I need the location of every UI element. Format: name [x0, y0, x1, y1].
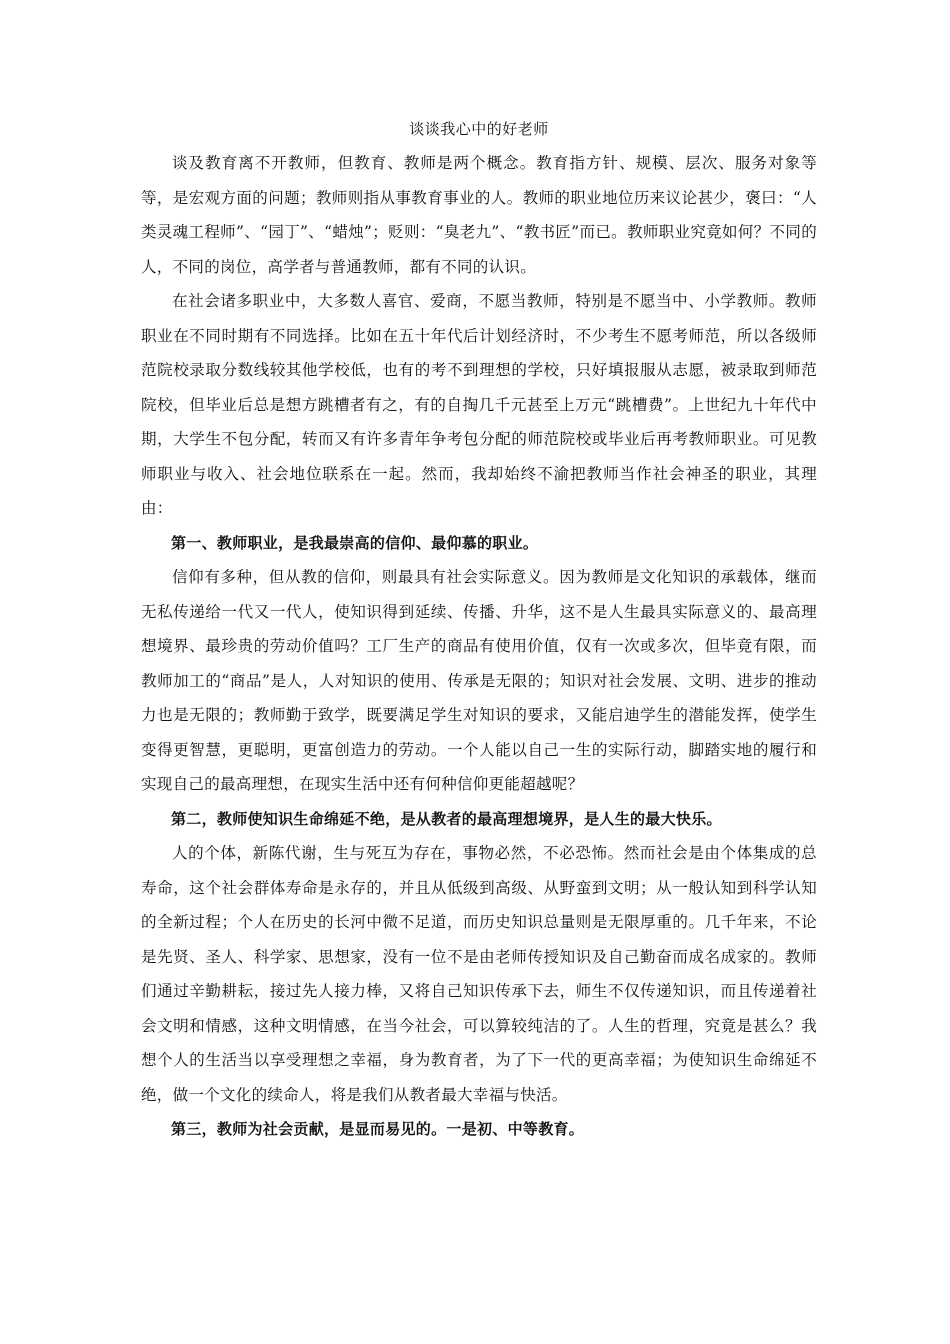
document-title: 谈谈我心中的好老师 [409, 120, 549, 138]
paragraph-3: 信仰有多种，但从教的信仰，则最具有社会实际意义。因为教师是文化知识的承载体，继而无私传递给一代又一代人，使知识得到延续、传播、升华，这不是人生最具实际意义的、最高理想境界、最珍贵的劳动价值吗？工厂生产的商品有使用价值，仅有一次或多次，但毕竟有限，而教师加工的“商品”是人，人对知识的使用、传承是无限的；知识对社会发展、文明、进步的推动力也是无限的；教师勤于致学，既要满足学生对知识的要求，又能启迪学生的潜能发挥，使学生变得更智慧，更聪明，更富创造力的劳动。一个人能以自己一生的实际行动，脚踏实地的履行和实现自己的最高理想，在现实生活中还有何种信仰更能超越呢？ [141, 568, 817, 793]
paragraph-2: 在社会诸多职业中，大多数人喜官、爱商，不愿当教师，特别是不愿当中、小学教师。教师职业在不同时期有不同选择。比如在五十年代后计划经济时，不少考生不愿考师范，所以各级师范院校录取分数线较其他学校低，也有的考不到理想的学校，只好填报服从志愿，被录取到师范院校，但毕业后总是想方跳槽者有之，有的自掏几千元甚至上万元“跳槽费”。上世纪九十年代中期，大学生不包分配，转而又有许多青年争考包分配的师范院校或毕业后再考教师职业。可见教师职业与收入、社会地位联系在一起。然而，我却始终不渝把教师当作社会神圣的职业，其理由： [141, 292, 817, 517]
document-page [141, 118, 817, 1147]
section-heading-3: 第三，教师为社会贡献，是显而易见的。一是初、中等教育。 [171, 1120, 585, 1138]
paragraph-4: 人的个体，新陈代谢，生与死互为存在，事物必然，不必恐怖。然而社会是由个体集成的总寿命，这个社会群体寿命是永存的，并且从低级到高级、从野蛮到文明；从一般认知到科学认知的全新过程；个人在历史的长河中微不足道，而历史知识总量则是无限厚重的。几千年来，不论是先贤、圣人、科学家、思想家，没有一位不是由老师传授知识及自己勤奋而成名成家的。教师们通过辛勤耕耘，接过先人接力棒，又将自己知识传承下去，师生不仅传递知识，而且传递着社会文明和情感，这种文明情感，在当今社会，可以算较纯洁的了。人生的哲理，究竟是甚么？我想个人的生活当以享受理想之幸福，身为教育者，为了下一代的更高幸福；为使知识生命绵延不绝，做一个文化的续命人，将是我们从教者最大幸福与快活。 [141, 844, 817, 1104]
section-heading-2: 第二，教师使知识生命绵延不绝，是从教者的最高理想境界，是人生的最大快乐。 [171, 809, 722, 828]
section-heading-1: 第一、教师职业，是我最崇高的信仰、最仰慕的职业。 [171, 533, 539, 552]
paragraph-1: 谈及教育离不开教师，但教育、教师是两个概念。教育指方针、规模、层次、服务对象等等，是宏观方面的问题；教师则指从事教育事业的人。教师的职业地位历来议论甚少，褒曰：“人类灵魂工程师”、“园丁”、“蜡烛”；贬则：“臭老九”、“教书匠”而已。教师职业究竟如何？不同的人，不同的岗位，高学者与普通教师，都有不同的认识。 [141, 154, 817, 276]
